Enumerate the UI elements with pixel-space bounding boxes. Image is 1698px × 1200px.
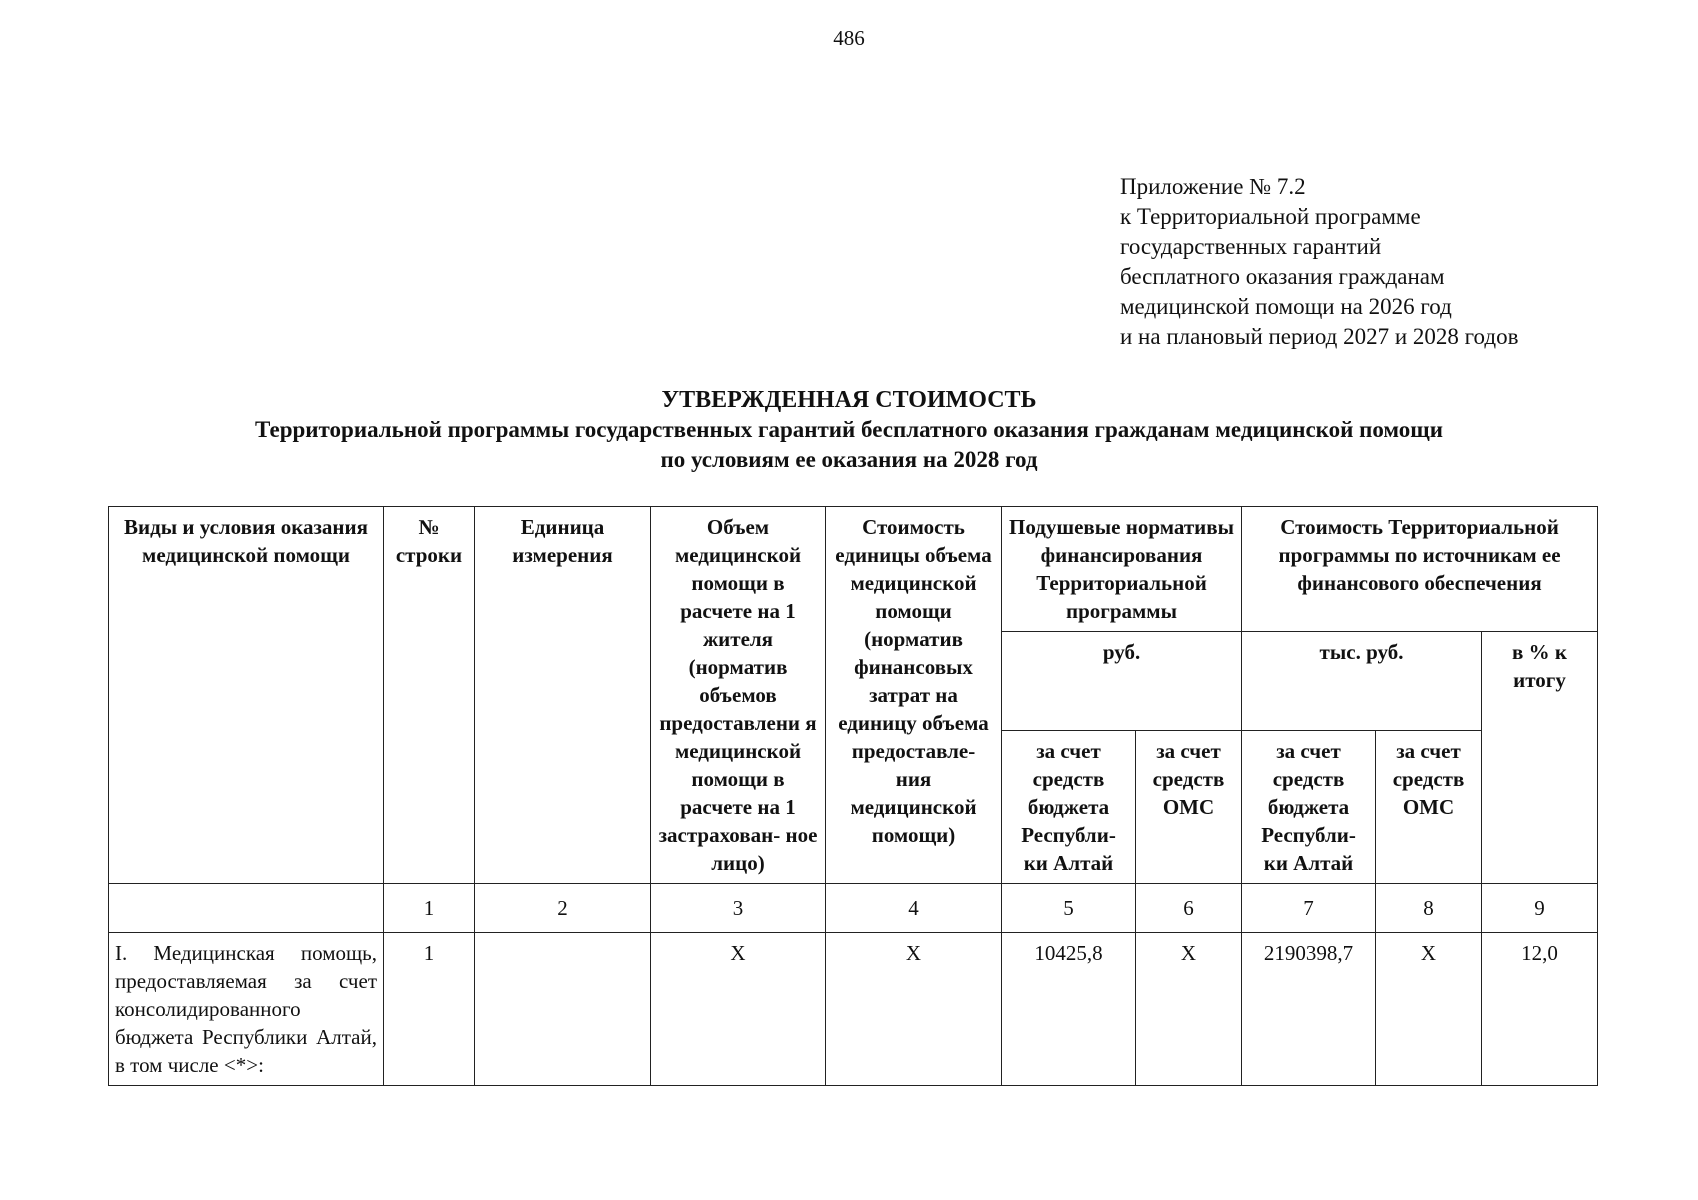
header-unit: Единица измерения xyxy=(475,507,651,884)
row-number: 1 xyxy=(384,933,475,1086)
appendix-line: государственных гарантий xyxy=(1120,234,1382,259)
document-title xyxy=(0,385,1698,475)
table-row xyxy=(109,933,1598,1086)
row-pct: 12,0 xyxy=(1482,933,1598,1086)
appendix-line: к Территориальной программе xyxy=(1120,204,1421,229)
column-number: 1 xyxy=(384,884,475,933)
column-number: 8 xyxy=(1376,884,1482,933)
page-number: 486 xyxy=(833,26,865,50)
column-number: 9 xyxy=(1482,884,1598,933)
column-number: 4 xyxy=(826,884,1002,933)
header-budget-ra: за счет средств бюджета Республи- ки Алтай xyxy=(1242,731,1376,884)
row-volume: X xyxy=(651,933,826,1086)
row-per-capita-oms: X xyxy=(1136,933,1242,1086)
title-line-2: Территориальной программы государственных гарантий бесплатного оказания гражданам медицинской помощи xyxy=(255,417,1443,442)
column-number: 3 xyxy=(651,884,826,933)
appendix-line: Приложение № 7.2 xyxy=(1120,174,1306,199)
row-cost-budget: 2190398,7 xyxy=(1242,933,1376,1086)
column-number: 7 xyxy=(1242,884,1376,933)
header-row-no: № строки xyxy=(384,507,475,884)
title-line-1: УТВЕРЖДЕННАЯ СТОИМОСТЬ xyxy=(661,387,1037,413)
column-number: 2 xyxy=(475,884,651,933)
column-number xyxy=(109,884,384,933)
row-unit xyxy=(475,933,651,1086)
header-pct-total: в % к итогу xyxy=(1482,632,1598,884)
row-per-capita-budget: 10425,8 xyxy=(1002,933,1136,1086)
row-unit-cost: X xyxy=(826,933,1002,1086)
header-row-1 xyxy=(109,507,1598,632)
appendix-line: медицинской помощи на 2026 год xyxy=(1120,294,1452,319)
row-name: I. Медицинская помощь, предоставляемая за счет консолидированного бюджета Республики Алтай, в том числе <*>: xyxy=(109,933,384,1086)
appendix-line: и на плановый период 2027 и 2028 годов xyxy=(1120,324,1519,349)
column-number: 5 xyxy=(1002,884,1136,933)
header-unit-cost: Стоимость единицы объема медицинской помощи (норматив финансовых затрат на единицу объема предоставле- ния медицинской помощи) xyxy=(826,507,1002,884)
header-rub: руб. xyxy=(1002,632,1242,731)
cost-table xyxy=(108,506,1598,1086)
header-per-capita: Подушевые нормативы финансирования Территориальной программы xyxy=(1002,507,1242,632)
header-oms: за счет средств ОМС xyxy=(1136,731,1242,884)
title-line-3: по условиям ее оказания на 2028 год xyxy=(660,447,1038,472)
column-number-row xyxy=(109,884,1598,933)
header-budget-ra: за счет средств бюджета Республи- ки Алтай xyxy=(1002,731,1136,884)
header-types: Виды и условия оказания медицинской помощи xyxy=(109,507,384,884)
header-oms: за счет средств ОМС xyxy=(1376,731,1482,884)
header-program-cost: Стоимость Территориальной программы по источникам ее финансового обеспечения xyxy=(1242,507,1598,632)
appendix-line: бесплатного оказания гражданам xyxy=(1120,264,1445,289)
column-number: 6 xyxy=(1136,884,1242,933)
row-cost-oms: X xyxy=(1376,933,1482,1086)
header-thous-rub: тыс. руб. xyxy=(1242,632,1482,731)
header-volume: Объем медицинской помощи в расчете на 1 жителя (норматив объемов предоставлени я медицинской помощи в расчете на 1 застрахован- ное лицо) xyxy=(651,507,826,884)
appendix-reference xyxy=(1120,172,1680,352)
